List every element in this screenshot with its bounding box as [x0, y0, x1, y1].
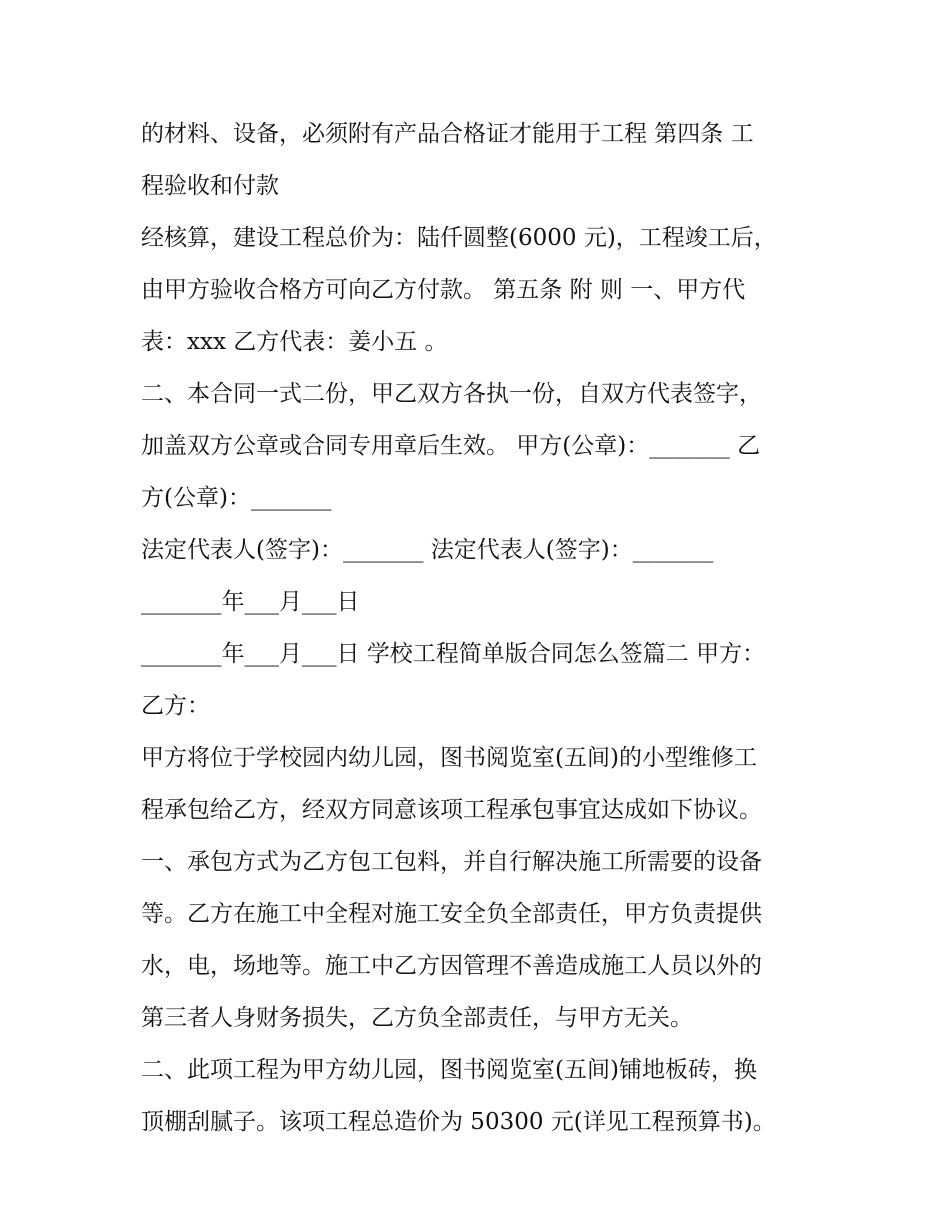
- text-line: 的材料、设备，必须附有产品合格证才能用于工程 第四条 工: [141, 121, 754, 147]
- text-line: 水，电，场地等。施工中乙方因管理不善造成施工人员以外的: [141, 953, 762, 979]
- text-line: 第三者人身财务损失，乙方负全部责任，与甲方无关。: [141, 1005, 693, 1031]
- text-line: 乙方：: [141, 693, 210, 719]
- text-line: 表：xxx 乙方代表：姜小五 。: [141, 329, 448, 355]
- text-line: 程承包给乙方，经双方同意该项工程承包事宜达成如下协议。: [141, 797, 762, 823]
- text-line: 二、此项工程为甲方幼儿园，图书阅览室(五间)铺地板砖，换: [141, 1057, 757, 1083]
- text-line: 二、本合同一式二份，甲乙双方各执一份，自双方代表签字，: [141, 381, 762, 407]
- text-line: 经核算，建设工程总价为：陆仟圆整(6000 元)，工程竣工后，: [141, 225, 777, 251]
- text-line: _______年___月___日: [141, 589, 360, 615]
- text-line: 顶棚刮腻子。该项工程总造价为 50300 元(详见工程预算书)。: [141, 1109, 776, 1135]
- text-line: 法定代表人(签字)：_______ 法定代表人(签字)：_______: [141, 537, 714, 563]
- text-line: 方(公章)：_______: [141, 485, 332, 511]
- text-line: 一、承包方式为乙方包工包料，并自行解决施工所需要的设备: [141, 849, 762, 875]
- text-line: 加盖双方公章或合同专用章后生效。 甲方(公章)：_______ 乙: [141, 433, 761, 459]
- document-body: [141, 108, 821, 1148]
- text-line: 甲方将位于学校园内幼儿园，图书阅览室(五间)的小型维修工: [141, 745, 757, 771]
- text-line: 由甲方验收合格方可向乙方付款。 第五条 附 则 一、甲方代: [141, 277, 746, 303]
- text-line: 程验收和付款: [141, 173, 279, 199]
- text-line: 等。乙方在施工中全程对施工安全负全部责任，甲方负责提供: [141, 901, 762, 927]
- text-line: _______年___月___日 学校工程简单版合同怎么签篇二 甲方：: [141, 641, 766, 667]
